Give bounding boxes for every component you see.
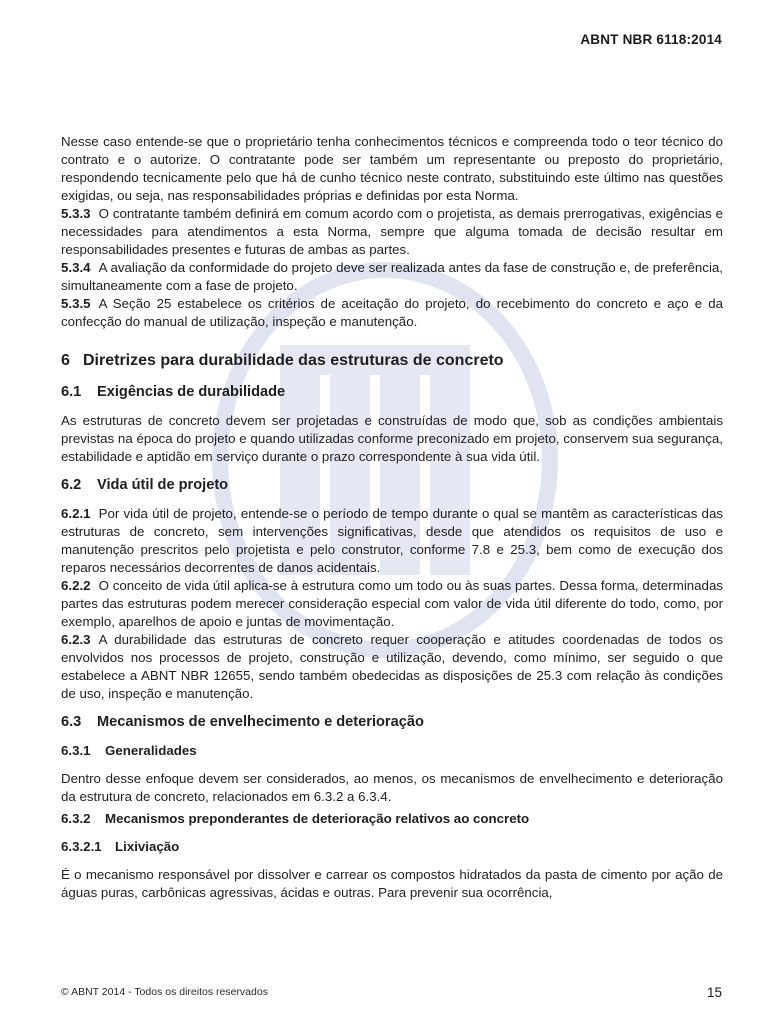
- section-title: Mecanismos de envelhecimento e deterioração: [97, 714, 424, 730]
- clause-text: O contratante também definirá em comum acordo com o projetista, as demais prerrogativas, exigências e necessidades para atendimentos a esta Norma, sempre que alguma tomada de decisão resultar em responsabilidades presentes e futuras de ambas as partes.: [61, 206, 723, 257]
- section-6-3-2-1-heading: [61, 838, 723, 856]
- section-number: 6.3.2.1: [61, 839, 102, 854]
- section-number: 6.2: [61, 477, 82, 493]
- section-number: 6.3.1: [61, 743, 91, 758]
- clause-text: A Seção 25 estabelece os critérios de aceitação do projeto, do recebimento do concreto e aço e da confecção do manual de utilização, inspeção e manutenção.: [61, 296, 723, 329]
- clause-text: A avaliação da conformidade do projeto deve ser realizada antes da fase de construção e, de preferência, simultaneamente com a fase de projeto.: [61, 260, 723, 293]
- copyright-notice: © ABNT 2014 - Todos os direitos reservados: [61, 986, 268, 998]
- clause-number: 5.3.4: [61, 260, 91, 275]
- clause-5-3-3: [61, 205, 723, 259]
- section-6-3-1-heading: [61, 742, 723, 760]
- section-6-1-heading: [61, 383, 723, 402]
- document-body: [61, 133, 723, 902]
- section-title: Exigências de durabilidade: [97, 384, 286, 400]
- section-title: Lixiviação: [115, 839, 180, 854]
- clause-number: 6.2.2: [61, 578, 91, 593]
- section-title: Mecanismos preponderantes de deterioração relativos ao concreto: [105, 811, 530, 826]
- section-6-heading: [61, 351, 723, 371]
- clause-text: Por vida útil de projeto, entende-se o período de tempo durante o qual se mantêm as características das estruturas de concreto, sem intervenções significativas, desde que atendidos os requisitos de uso e manutenção prescritos pelo projetista e pelo construtor, conforme 7.8 e 25.3, bem como de execução dos reparos necessários decorrentes de danos acidentais.: [61, 506, 723, 575]
- section-title: Vida útil de projeto: [97, 477, 229, 493]
- page-number: 15: [706, 985, 722, 1000]
- clause-6-1-text: As estruturas de concreto devem ser projetadas e construídas de modo que, sob as condições ambientais previstas na época do projeto e quando utilizadas conforme preconizado em projeto, conservem sua segurança, estabilidade e aptidão em serviço durante o prazo correspondente à sua vida útil.: [61, 413, 723, 464]
- clause-6-3-2-1-text: É o mecanismo responsável por dissolver e carrear os compostos hidratados da pasta de cimento por ação de águas puras, carbônicas agressivas, ácidas e outras. Para prevenir sua ocorrência,: [61, 867, 723, 900]
- section-number: 6.3.2: [61, 811, 91, 826]
- section-title: Diretrizes para durabilidade das estruturas de concreto: [83, 352, 504, 369]
- clause-number: 6.2.1: [61, 506, 91, 521]
- clause-text: A durabilidade das estruturas de concreto requer cooperação e atitudes coordenadas de todos os envolvidos nos processos de projeto, construção e utilização, devendo, como mínimo, ser seguido o que estabelece a ABNT NBR 12655, sendo também obedecidas as disposições de 25.3 com relação às condições de uso, inspeção e manutenção.: [61, 632, 723, 701]
- clause-text: O conceito de vida útil aplica-se à estrutura como um todo ou às suas partes. Dessa forma, determinadas partes das estruturas podem merecer consideração especial com valor de vida útil diferente do todo, como, por exemplo, aparelhos de apoio e juntas de movimentação.: [61, 578, 723, 629]
- section-6-2-heading: [61, 476, 723, 495]
- section-6-3-2-heading: [61, 810, 723, 828]
- clause-5-3-4: [61, 259, 723, 295]
- clause-5-3-5: [61, 295, 723, 331]
- standard-header: ABNT NBR 6118:2014: [580, 32, 722, 47]
- clause-6-3-1-text: Dentro desse enfoque devem ser considerados, ao menos, os mecanismos de envelhecimento e deterioração da estrutura de concreto, relacionados em 6.3.2 a 6.3.4.: [61, 771, 723, 804]
- section-number: 6.1: [61, 384, 82, 400]
- clause-number: 6.2.3: [61, 632, 91, 647]
- clause-number: 5.3.5: [61, 296, 91, 311]
- section-number: 6.3: [61, 714, 82, 730]
- section-title: Generalidades: [105, 743, 197, 758]
- intro-paragraph: Nesse caso entende-se que o proprietário tenha conhecimentos técnicos e compreenda todo o teor técnico do contrato e o autorize. O contratante pode ser também um representante ou preposto do proprietário, respondendo tecnicamente pelo que há de cunho técnico neste contrato, substituindo este último nas questões exigidas, ou seja, nas responsabilidades próprias e definidas por esta Norma.: [61, 134, 723, 203]
- clause-6-2-3: [61, 631, 723, 703]
- clause-6-2-2: [61, 577, 723, 631]
- clause-6-2-1: [61, 505, 723, 577]
- section-number: 6: [61, 352, 70, 369]
- section-6-3-heading: [61, 713, 723, 732]
- clause-number: 5.3.3: [61, 206, 91, 221]
